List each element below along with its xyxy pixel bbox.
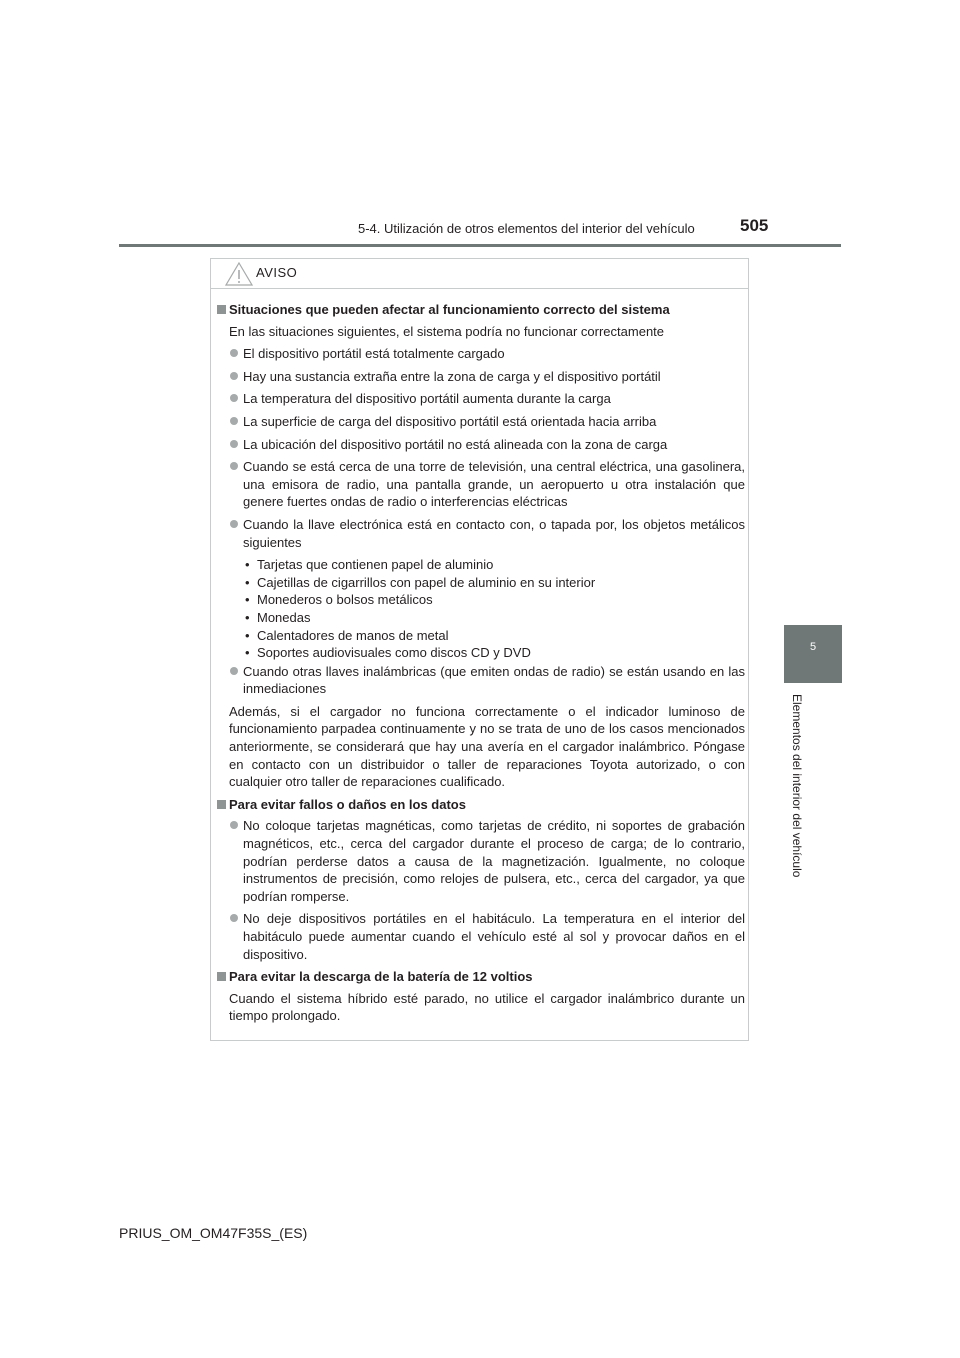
list-item: La ubicación del dispositivo portátil no está alineada con la zona de carga (217, 436, 745, 454)
dot-bullet-icon (230, 417, 238, 425)
square-bullet-icon (217, 305, 226, 314)
dot-bullet-icon (230, 440, 238, 448)
section-heading: Para evitar la descarga de la batería de 12 voltios (217, 968, 745, 986)
sub-bullet-icon: • (245, 557, 250, 573)
header-rule (119, 244, 841, 247)
sub-bullet-icon: • (245, 592, 250, 608)
section-intro: Cuando el sistema híbrido esté parado, no utilice el cargador inalámbrico durante un tiempo prolongado. (229, 990, 745, 1024)
chapter-tab (784, 625, 842, 683)
sub-bullet-icon: • (245, 574, 250, 590)
section-note: Además, si el cargador no funciona correctamente o el indicador luminoso de funcionamiento parpadea continuamente y no se trata de uno de los casos mencionados anteriormente, se considerará que hay una avería en el cargador inalámbrico. Póngase en contacto con un distribuidor o taller de reparaciones Toyota autorizado, o con cualquier otro taller de reparaciones cualificado. (229, 703, 745, 790)
section-heading: Para evitar fallos o daños en los datos (217, 796, 745, 814)
sub-bullet-icon: • (245, 609, 250, 625)
list-item: No coloque tarjetas magnéticas, como tarjetas de crédito, ni soportes de grabación magnéticos, etc., cerca del cargador durante el proceso de carga; de lo contrario, podrían perderse datos a causa de la magnetización. Igualmente, no coloque instrumentos de precisión, como relojes de pulsera, etc., cerca del cargador, ya que podrían romperse. (217, 817, 745, 905)
sub-list-item: • Monederos o bolsos metálicos (245, 592, 433, 608)
list-item: El dispositivo portátil está totalmente cargado (217, 345, 745, 363)
warning-content (217, 301, 745, 1030)
list-item: Cuando otras llaves inalámbricas (que emiten ondas de radio) se están usando en las inmediaciones (217, 663, 745, 698)
square-bullet-icon (217, 800, 226, 809)
chapter-label: Elementos del interior del vehículo (790, 694, 804, 878)
dot-bullet-icon (230, 520, 238, 528)
chapter-number: 5 (809, 641, 817, 653)
list-item: No deje dispositivos portátiles en el habitáculo. La temperatura en el interior del habitáculo puede aumentar cuando el vehículo esté al sol y provocar daños en el dispositivo. (217, 910, 745, 963)
dot-bullet-icon (230, 462, 238, 470)
document-code: PRIUS_OM_OM47F35S_(ES) (119, 1225, 308, 1241)
list-item: La superficie de carga del dispositivo portátil está orientada hacia arriba (217, 413, 745, 431)
sub-list (217, 556, 745, 662)
sub-bullet-icon: • (245, 645, 250, 661)
section-title: 5-4. Utilización de otros elementos del interior del vehículo (358, 221, 695, 236)
sub-list-item: • Soportes audiovisuales como discos CD y DVD (245, 645, 531, 661)
warning-box (210, 258, 749, 1041)
sub-list-item: • Calentadores de manos de metal (245, 627, 449, 643)
warning-title: AVISO (256, 265, 298, 280)
page-number: 505 (740, 216, 769, 235)
dot-bullet-icon (230, 372, 238, 380)
sub-bullet-icon: • (245, 627, 250, 643)
warning-header (211, 259, 748, 289)
warning-triangle-icon (225, 262, 253, 286)
square-bullet-icon (217, 972, 226, 981)
dot-bullet-icon (230, 667, 238, 675)
section-heading: Situaciones que pueden afectar al funcionamiento correcto del sistema (217, 301, 745, 319)
sub-list-item: • Tarjetas que contienen papel de aluminio (245, 557, 494, 573)
sub-list-item: • Monedas (245, 609, 311, 625)
sub-list-item: • Cajetillas de cigarrillos con papel de aluminio en su interior (245, 574, 596, 590)
dot-bullet-icon (230, 394, 238, 402)
list-item: Hay una sustancia extraña entre la zona de carga y el dispositivo portátil (217, 368, 745, 386)
section-intro: En las situaciones siguientes, el sistema podría no funcionar correctamente (229, 323, 665, 339)
dot-bullet-icon (230, 349, 238, 357)
list-item: Cuando la llave electrónica está en contacto con, o tapada por, los objetos metálicos siguientes (217, 516, 745, 551)
list-item: Cuando se está cerca de una torre de televisión, una central eléctrica, una gasolinera, una emisora de radio, una pantalla grande, un aeropuerto u otra instalación que genere fuertes ondas de radio o interferencias eléctricas (217, 458, 745, 511)
list-item: La temperatura del dispositivo portátil aumenta durante la carga (217, 390, 745, 408)
dot-bullet-icon (230, 821, 238, 829)
dot-bullet-icon (230, 914, 238, 922)
